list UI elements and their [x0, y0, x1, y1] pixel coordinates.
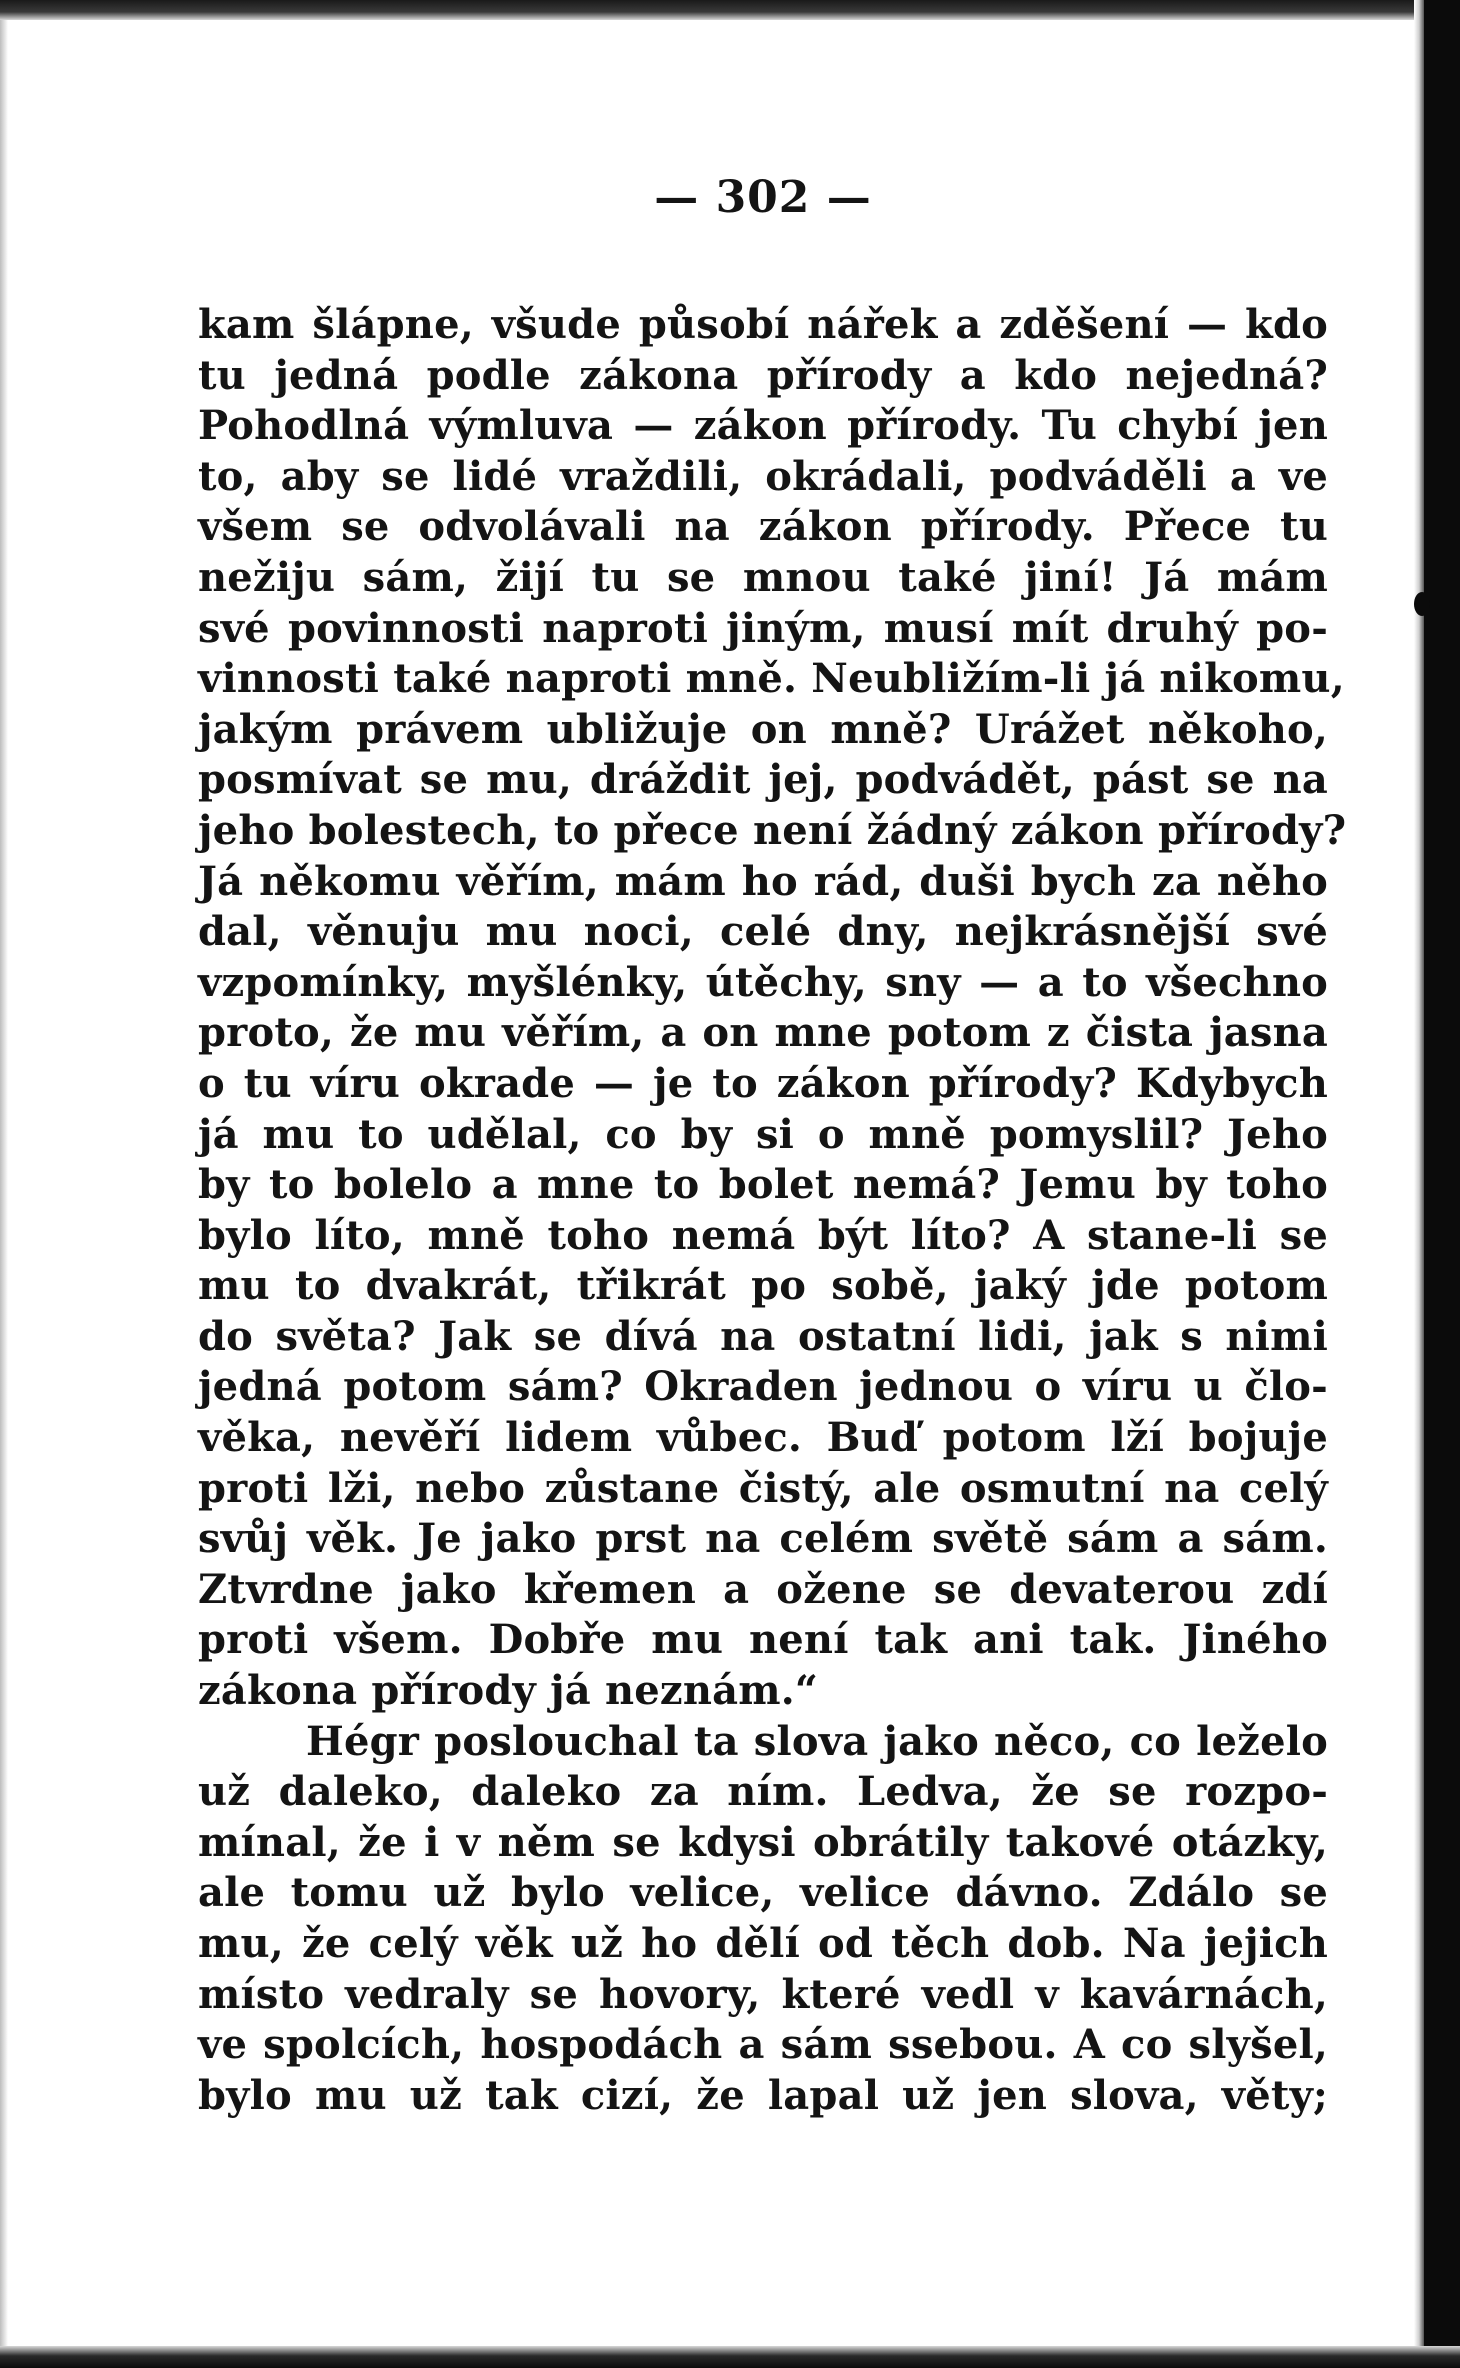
- page-number: — 302 —: [654, 172, 872, 223]
- text-line: bylo mu už tak cizí, že lapal už jen slova, věty;: [198, 2071, 1328, 2119]
- paragraph-end-line: zákona přírody já neznám.“: [198, 1667, 819, 1715]
- scan-left-edge: [0, 0, 8, 2368]
- text-line: všem se odvolávali na zákon přírody. Přece tu: [198, 503, 1328, 551]
- text-line: už daleko, daleko za ním. Ledva, že se rozpo-: [198, 1768, 1328, 1816]
- text-line: já mu to udělal, co by si o mně pomyslil? Jeho: [198, 1110, 1328, 1158]
- text-line: ale tomu už bylo velice, velice dávno. Zdálo se: [198, 1869, 1328, 1917]
- text-line: Pohodlná výmluva — zákon přírody. Tu chybí jen: [198, 402, 1328, 450]
- text-line: proto, že mu věřím, a on mne potom z čista jasna: [198, 1009, 1328, 1057]
- text-line: mínal, že i v něm se kdysi obrátily takové otázky,: [198, 1818, 1328, 1866]
- text-line: proti lži, nebo zůstane čistý, ale osmutní na celý: [198, 1464, 1328, 1512]
- text-line: vzpomínky, myšlénky, útěchy, sny — a to všechno: [198, 958, 1328, 1006]
- text-line: Ztvrdne jako křemen a ožene se devaterou zdí: [198, 1565, 1328, 1613]
- text-line: ve spolcích, hospodách a sám ssebou. A co slyšel,: [198, 2021, 1328, 2069]
- binding-mark: [1414, 592, 1430, 616]
- text-line: jeho bolestech, to přece není žádný zákon přírody?: [198, 806, 1347, 854]
- scan-bottom-edge: [0, 2346, 1460, 2368]
- text-line: proti všem. Dobře mu není tak ani tak. Jiného: [198, 1616, 1328, 1664]
- text-line: nežiju sám, žijí tu se mnou také jiní! Já mám: [198, 553, 1328, 601]
- text-line: místo vedraly se hovory, které vedl v kavárnách,: [198, 1970, 1328, 2018]
- text-line: mu, že celý věk už ho dělí od těch dob. Na jejich: [198, 1920, 1328, 1967]
- text-block: [198, 300, 1347, 2121]
- text-line: kam šlápne, všude působí nářek a zděšení — kdo: [198, 301, 1328, 348]
- text-line: to, aby se lidé vraždili, okrádali, podváděli a ve: [198, 452, 1328, 500]
- text-line: svůj věk. Je jako prst na celém světě sám a sám.: [198, 1515, 1328, 1563]
- scan-top-edge: [0, 0, 1460, 20]
- text-line: dal, věnuju mu noci, celé dny, nejkrásnější své: [198, 908, 1328, 956]
- scan-right-edge: [1424, 0, 1460, 2368]
- text-line: věka, nevěří lidem vůbec. Buď potom lží bojuje: [198, 1414, 1328, 1462]
- page-body: [198, 170, 1347, 2121]
- scan-right-shadow: [1414, 0, 1424, 2368]
- text-line: své povinnosti naproti jiným, musí mít druhý po-: [198, 604, 1328, 652]
- text-line: tu jedná podle zákona přírody a kdo nejedná?: [198, 351, 1328, 399]
- text-line: by to bolelo a mne to bolet nemá? Jemu by toho: [198, 1161, 1328, 1209]
- text-line: jakým právem ubližuje on mně? Urážet někoho,: [198, 705, 1328, 753]
- text-line: bylo líto, mně toho nemá být líto? A stane-li se: [198, 1211, 1328, 1259]
- text-line: o tu víru okrade — je to zákon přírody? Kdybych: [198, 1059, 1328, 1107]
- text-line: Já někomu věřím, mám ho rád, duši bych za něho: [198, 857, 1328, 905]
- text-line: mu to dvakrát, třikrát po sobě, jaký jde potom: [198, 1262, 1328, 1310]
- text-line: do světa? Jak se dívá na ostatní lidi, jak s nimi: [198, 1312, 1328, 1360]
- paragraph-start-line: Hégr poslouchal ta slova jako něco, co leželo: [306, 1717, 1328, 1765]
- text-line: jedná potom sám? Okraden jednou o víru u člo-: [198, 1363, 1328, 1411]
- text-line: vinnosti také naproti mně. Neubližím-li já nikomu,: [198, 655, 1345, 703]
- text-line: posmívat se mu, dráždit jej, podvádět, pást se na: [198, 756, 1328, 804]
